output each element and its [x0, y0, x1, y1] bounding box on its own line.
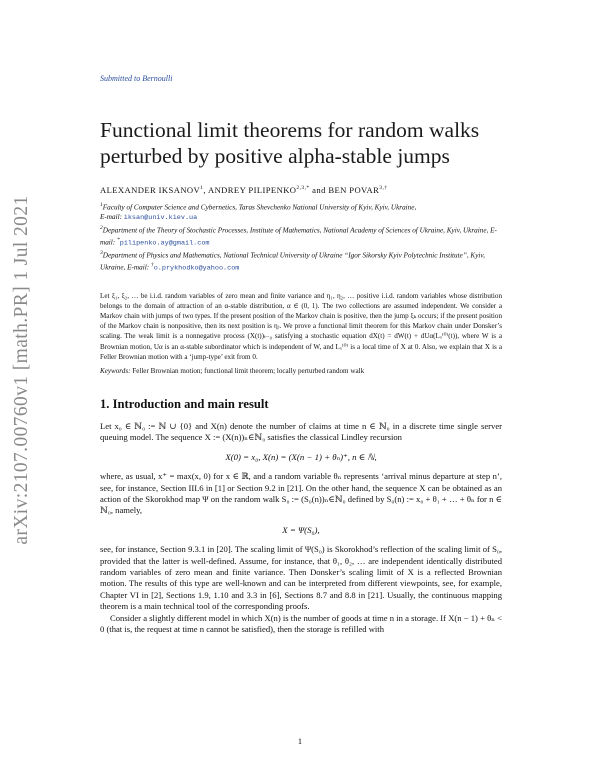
section-title: Introduction and main result [112, 396, 269, 411]
page-number: 1 [297, 736, 303, 746]
title-line-1: Functional limit theorems for random walks [100, 118, 480, 142]
author-1-sup: 1 [200, 185, 204, 192]
affiliations [100, 201, 502, 274]
paragraph-4: Consider a slightly different model in which X(n) is the number of goods at time n in a storage. If X(n − 1) + θₙ < 0 (that is, the request at time n cannot be satisfied), then the storage is refilled with [100, 612, 502, 635]
journal-label: Submitted to Bernoulli [100, 74, 173, 83]
paper-title [100, 117, 502, 169]
author-3: BEN POVAR [328, 185, 380, 195]
email-link-1[interactable]: iksan@univ.kiev.ua [123, 213, 198, 222]
keywords [100, 367, 502, 375]
section-heading [100, 397, 502, 412]
paragraph-2: where, as usual, x⁺ = max(x, 0) for x ∈ ℝ, and a random variable θₙ represents ‘arrival minus departure at step n’, see, for instance, Section III.6 in [1] or Section 9.2 in [21]. On the other hand, the sequence X can be obtained as an action of the Skorokhod map Ψ on the random walk S₀ := (S₀(n))ₙ∈ℕ₀ defined by S₀(n) := x₀ + θ₁ + … + θₙ for n ∈ ℕ₀, namely, [100, 471, 502, 516]
email-link-2[interactable]: pilipenko.ay@gmail.com [119, 238, 210, 247]
equation-skorokhod: X = Ψ(S₀), [282, 524, 320, 535]
affiliation-2: $^2$Department of the Theory of Stochastic Processes, Institute of Mathematics, National Academy of Sciences of Ukraine, Kyiv, Ukraine, E-mail: *pilipenko.ay@gmail.com [100, 224, 497, 247]
email-link-3[interactable]: o.prykhodko@yahoo.com [153, 263, 240, 272]
author-and: and [312, 185, 326, 195]
arxiv-identifier: arXiv:2107.00760v1 [math.PR] 1 Jul 2021 [11, 195, 32, 545]
author-2-sup: 2,3,* [296, 185, 310, 192]
body-text [100, 421, 502, 636]
arxiv-sidebar [2, 160, 42, 580]
affiliation-3: $^3$Department of Physics and Mathematics, National Technical University of Ukraine “Igor Sikorsky Kyiv Polytechnic Institute”, Kyiv, Ukraine, E-mail: †o.prykhodko@yahoo.com [100, 249, 485, 272]
paper-page [100, 74, 502, 635]
paragraph-3: see, for instance, Section 9.3.1 in [20]. The scaling limit of Ψ(S₀) is Skorokhod’s reflection of the scaling limit of S₀, provided that the latter is well-defined. Assume, for instance, that θ₁, θ₂, … are independent identically distributed random variables of zero mean and finite variance. Then Donsker’s scaling limit of X is a reflected Brownian motion. The results of this type are well-known and can be interpreted from different viewpoints, see, for example, Chapter VI in [2], Sections 1.9, 1.10 and 3.3 in [6], Sections 8.7 and 8.8 in [21]. Usually, the continuous mapping theorem is a main technical tool of the corresponding proofs. [100, 544, 502, 612]
paragraph-1: Let x₀ ∈ ℕ₀ := ℕ ∪ {0} and X(n) denote the number of claims at time n ∈ ℕ₀ in a discrete time single server queuing model. The sequence X := (X(n))ₙ∈ℕ₀ satisfies the classical Lindley recursion [100, 420, 502, 443]
author-2: ANDREY PILIPENKO [207, 185, 297, 195]
section-number: 1. [100, 396, 110, 411]
equation-lindley: X(0) = x₀, X(n) = (X(n − 1) + θₙ)⁺, n ∈ ℕ, [225, 451, 377, 462]
author-list: ALEXANDER IKSANOV$^1$, ANDREY $PILIPENKO^{2,3,*}$ and BEN $POVAR^{3,\dagger}$ [100, 185, 388, 195]
title-line-2: perturbed by positive alpha-stable jumps [100, 144, 450, 168]
author-3-sup: 3,† [379, 185, 388, 192]
affiliation-1: $^1$Faculty of Computer Science and Cybernetics, Taras Shevchenko National University of Kyiv, Kyiv, Ukraine, E-mail: iksan@univ.kiev.ua [100, 202, 417, 222]
keywords-text: Feller Brownian motion; functional limit theorem; locally perturbed random walk [132, 366, 365, 375]
keywords-label: Keywords: [100, 366, 131, 375]
abstract: Let ξ₁, ξ₂, … be i.i.d. random variables of zero mean and finite variance and η₁, η₂, … positive i.i.d. random variables whose distribution belongs to the domain of attraction of an α-stable distribution, α ∈ (0, 1). The two collections are assumed independent. We consider a Markov chain with jumps of two types. If the present position of the Markov chain is positive, then the jump ξₖ occurs; if the present position of the Markov chain is nonpositive, then its next position is ηⱼ. We prove a functional limit theorem for this Markov chain under Donsker’s scaling. The weak limit is a nonnegative process (X(t))ₜ₋₀ satisfying a stochastic equation dX(t) = dW(t) + dUα(Lₓ⁽⁰⁾(t)), where W is a Brownian motion, Uα is an α-stable subordinator which is independent of W, and Lₓ⁽⁰⁾ is a local time of X at 0. Also, we explain that X is a Feller Brownian motion with a ‘jump-type’ exit from 0. [100, 291, 502, 361]
author-1: ALEXANDER IKSANOV [100, 185, 201, 195]
